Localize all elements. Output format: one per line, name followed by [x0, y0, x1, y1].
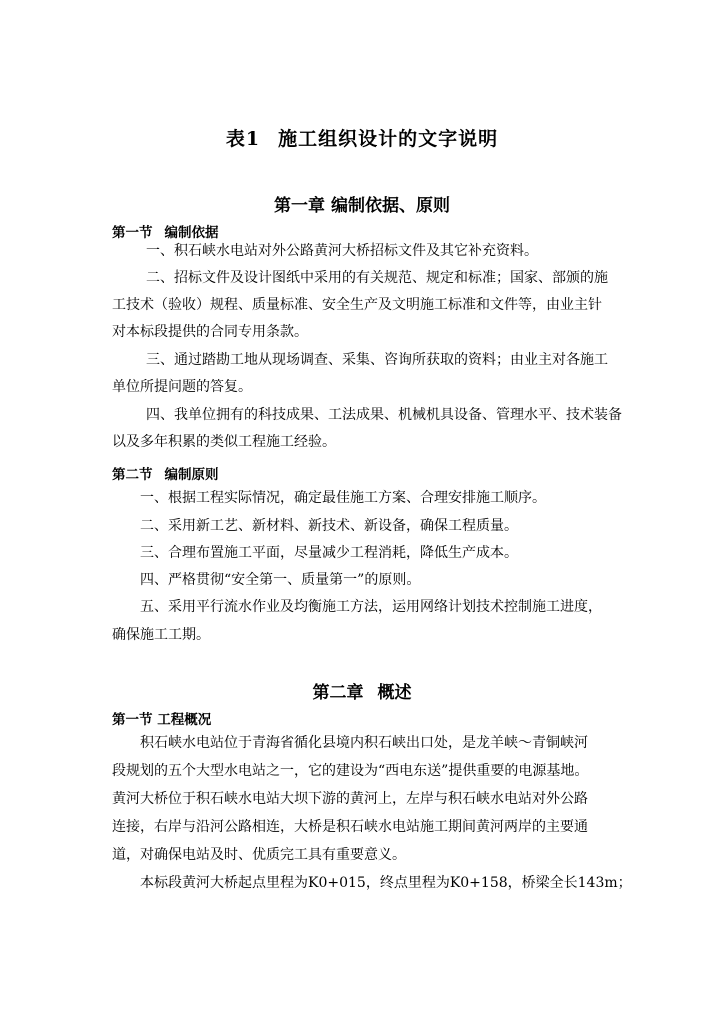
paragraph-line: 以及多年积累的类似工程施工经验。 [112, 434, 336, 450]
paragraph-line: 二、招标文件及设计图纸中采用的有关规范、规定和标准；国家、部颁的施 [146, 270, 608, 286]
section-number: 第一节 [112, 225, 153, 241]
paragraph-line: 确保施工工期。 [112, 627, 210, 643]
paragraph-line: 本标段黄河大桥起点里程为K0+015，终点里程为K0+158，桥梁全长143m； [140, 875, 632, 891]
paragraph-line: 对本标段提供的合同专用条款。 [112, 324, 308, 340]
section-number: 第二节 [112, 467, 153, 483]
section-title: 编制原则 [164, 467, 219, 483]
paragraph-line: 五、采用平行流水作业及均衡施工方法，运用网络计划技术控制施工进度， [140, 599, 602, 615]
section-title: 编制依据 [164, 225, 219, 241]
title-number: 表1 [225, 128, 261, 150]
paragraph-line: 三、通过踏勘工地从现场调查、采集、咨询所获取的资料；由业主对各施工 [146, 352, 608, 368]
paragraph-line: 连接，右岸与沿河公路相连，大桥是积石峡水电站施工期间黄河两岸的主要通 [112, 819, 588, 835]
document-title [0, 124, 724, 151]
chapter-number: 第二章 [312, 683, 364, 703]
paragraph-line: 单位所提问题的答复。 [112, 379, 252, 395]
paragraph-line: 工技术（验收）规程、质量标准、安全生产及文明施工标准和文件等，由业主针 [112, 297, 602, 313]
paragraph-line: 一、积石峡水电站对外公路黄河大桥招标文件及其它补充资料。 [146, 243, 538, 259]
title-text: 施工组织设计的文字说明 [278, 128, 499, 150]
paragraph-line: 道，对确保电站及时、优质完工具有重要意义。 [112, 847, 406, 863]
paragraph-line: 黄河大桥位于积石峡水电站大坝下游的黄河上，左岸与积石峡水电站对外公路 [112, 791, 588, 807]
chapter-title: 概述 [377, 683, 412, 703]
chapter-1-heading: 第一章 编制依据、原则 [274, 196, 450, 216]
paragraph-line: 二、采用新工艺、新材料、新技术、新设备，确保工程质量。 [140, 518, 518, 534]
chapter-2-section-1-heading: 第一节 工程概况 [112, 712, 212, 728]
chapter-2-heading [0, 678, 724, 703]
chapter-1-section-2-heading [112, 463, 219, 483]
paragraph-line: 三、合理布置施工平面，尽量减少工程消耗，降低生产成本。 [140, 545, 518, 561]
paragraph-line: 积石峡水电站位于青海省循化县境内积石峡出口处，是龙羊峡～青铜峡河 [140, 735, 588, 751]
paragraph-line: 四、严格贯彻“安全第一、质量第一”的原则。 [140, 572, 421, 588]
paragraph-line: 段规划的五个大型水电站之一，它的建设为“西电东送”提供重要的电源基地。 [112, 763, 589, 779]
paragraph-line: 一、根据工程实际情况，确定最佳施工方案、合理安排施工顺序。 [140, 490, 546, 506]
paragraph-line: 四、我单位拥有的科技成果、工法成果、机械机具设备、管理水平、技术装备 [146, 407, 622, 423]
chapter-1-section-1-heading [112, 221, 219, 241]
